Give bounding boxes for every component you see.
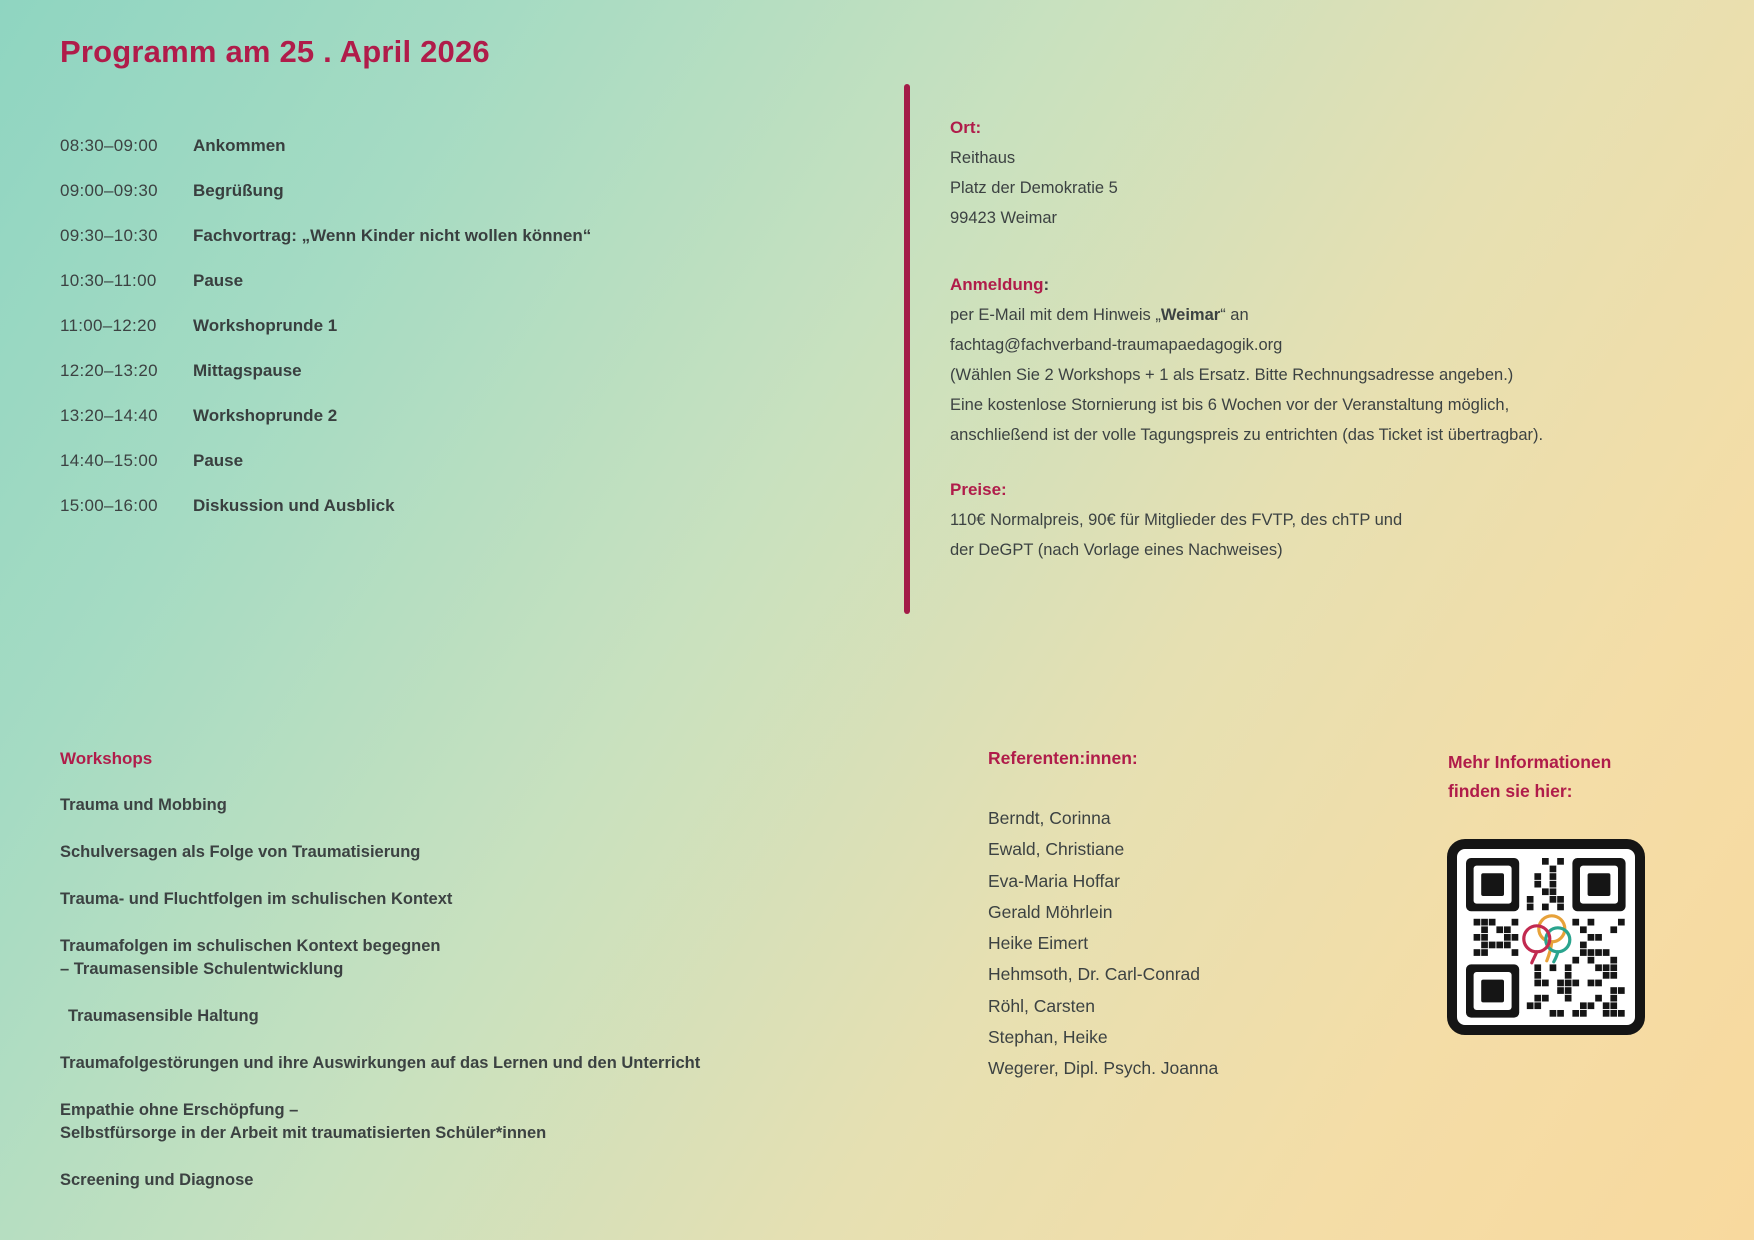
workshop-item-line: Trauma und Mobbing (60, 796, 227, 814)
workshop-item (60, 1169, 800, 1192)
schedule-time: 13:20–14:40 (60, 406, 158, 425)
workshop-item-line: Empathie ohne Erschöpfung – (60, 1101, 299, 1119)
speakers-heading: Referenten:innen: (988, 748, 1138, 768)
workshop-item-line: Traumafolgestörungen und ihre Auswirkungen auf das Lernen und den Unterricht (60, 1054, 701, 1072)
schedule-activity: Begrüßung (193, 181, 284, 200)
page-title: Programm am 25 . April 2026 (60, 34, 490, 69)
workshop-item-line: – Traumasensible Schulentwicklung (60, 960, 344, 978)
workshop-item-line: Traumafolgen im schulischen Kontext begegnen (60, 937, 441, 955)
prices-line: der DeGPT (nach Vorlage eines Nachweises) (950, 541, 1283, 559)
schedule-time: 15:00–16:00 (60, 496, 158, 515)
schedule-time: 12:20–13:20 (60, 361, 158, 380)
speaker-name: Wegerer, Dipl. Psych. Joanna (988, 1058, 1219, 1079)
workshop-item (60, 1099, 800, 1145)
workshop-item (60, 888, 800, 911)
speaker-name: Stephan, Heike (988, 1027, 1108, 1048)
prices-line: 110€ Normalpreis, 90€ für Mitglieder des FVTP, des chTP und (950, 511, 1403, 529)
speaker-name: Eva-Maria Hoffar (988, 870, 1120, 891)
schedule-activity: Pause (193, 451, 244, 470)
schedule-activity: Ankommen (193, 136, 286, 155)
registration-line (950, 300, 1640, 330)
info-column (950, 113, 1640, 565)
more-info-heading (1448, 748, 1708, 805)
registration-heading-text: Anmeldung (950, 275, 1044, 294)
workshop-item-line: Traumasensible Haltung (68, 1007, 259, 1025)
qr-code-pattern (1466, 858, 1626, 1018)
speaker-name: Berndt, Corinna (988, 808, 1111, 828)
schedule-activity: Mittagspause (193, 361, 302, 380)
workshops-heading: Workshops (60, 749, 153, 768)
schedule-activity: Workshoprunde 2 (193, 406, 338, 425)
workshop-item (60, 794, 800, 817)
location-section (950, 113, 1640, 233)
registration-heading (950, 270, 1640, 300)
prices-heading: Preise: (950, 480, 1007, 499)
registration-line: Eine kostenlose Stornierung ist bis 6 Wochen vor der Veranstaltung möglich, (950, 396, 1510, 414)
workshop-item-line: Trauma- und Fluchtfolgen im schulischen Kontext (60, 890, 453, 908)
speakers-section (988, 747, 1328, 1085)
location-line: Platz der Demokratie 5 (950, 179, 1118, 197)
registration-line-text: “ an (1220, 306, 1249, 324)
schedule-activity: Pause (193, 271, 244, 290)
schedule-time: 10:30–11:00 (60, 271, 157, 290)
speaker-name: Hehmsoth, Dr. Carl-Conrad (988, 964, 1201, 985)
location-heading: Ort: (950, 118, 982, 137)
workshop-item-line: Selbstfürsorge in der Arbeit mit traumatisierten Schüler*innen (60, 1124, 547, 1142)
schedule-time: 09:00–09:30 (60, 181, 158, 200)
speaker-name: Heike Eimert (988, 933, 1089, 954)
location-line: Reithaus (950, 149, 1016, 167)
schedule-time: 14:40–15:00 (60, 451, 158, 470)
vertical-divider (904, 84, 910, 614)
schedule-time: 08:30–09:00 (60, 136, 158, 155)
workshops-section (60, 747, 800, 1192)
prices-section (950, 475, 1640, 565)
schedule-time: 09:30–10:30 (60, 226, 158, 245)
speaker-name: Ewald, Christiane (988, 839, 1125, 860)
qr-code-icon (1447, 839, 1645, 1035)
workshop-item (60, 841, 800, 864)
location-line: 99423 Weimar (950, 209, 1058, 227)
schedule-list (60, 136, 591, 516)
more-info-line: Mehr Informationen (1448, 752, 1612, 772)
schedule-time: 11:00–12:20 (60, 316, 157, 335)
registration-line-text: per E-Mail mit dem Hinweis „ (950, 306, 1161, 324)
registration-line: anschließend ist der volle Tagungspreis zu entrichten (das Ticket ist übertragbar). (950, 426, 1544, 444)
workshop-item (60, 1052, 800, 1075)
registration-heading-colon: : (1043, 275, 1050, 294)
schedule-activity: Diskussion und Ausblick (193, 496, 395, 515)
registration-email: fachtag@fachverband-traumapaedagogik.org (950, 336, 1283, 354)
registration-section (950, 270, 1640, 450)
registration-line: (Wählen Sie 2 Workshops + 1 als Ersatz. Bitte Rechnungsadresse angeben.) (950, 366, 1514, 384)
speaker-name: Gerald Möhrlein (988, 901, 1113, 922)
workshop-item (60, 935, 800, 981)
workshop-item-line: Schulversagen als Folge von Traumatisierung (60, 843, 421, 861)
speaker-name: Röhl, Carsten (988, 995, 1095, 1016)
workshop-item (60, 1005, 800, 1028)
more-info-line: finden sie hier: (1448, 780, 1573, 801)
schedule-activity: Workshoprunde 1 (193, 316, 338, 335)
workshop-item-line: Screening und Diagnose (60, 1171, 254, 1189)
registration-line-bold: Weimar (1160, 306, 1221, 324)
speakers-list (988, 803, 1328, 1085)
schedule-activity: Fachvortrag: „Wenn Kinder nicht wollen können“ (193, 226, 592, 245)
